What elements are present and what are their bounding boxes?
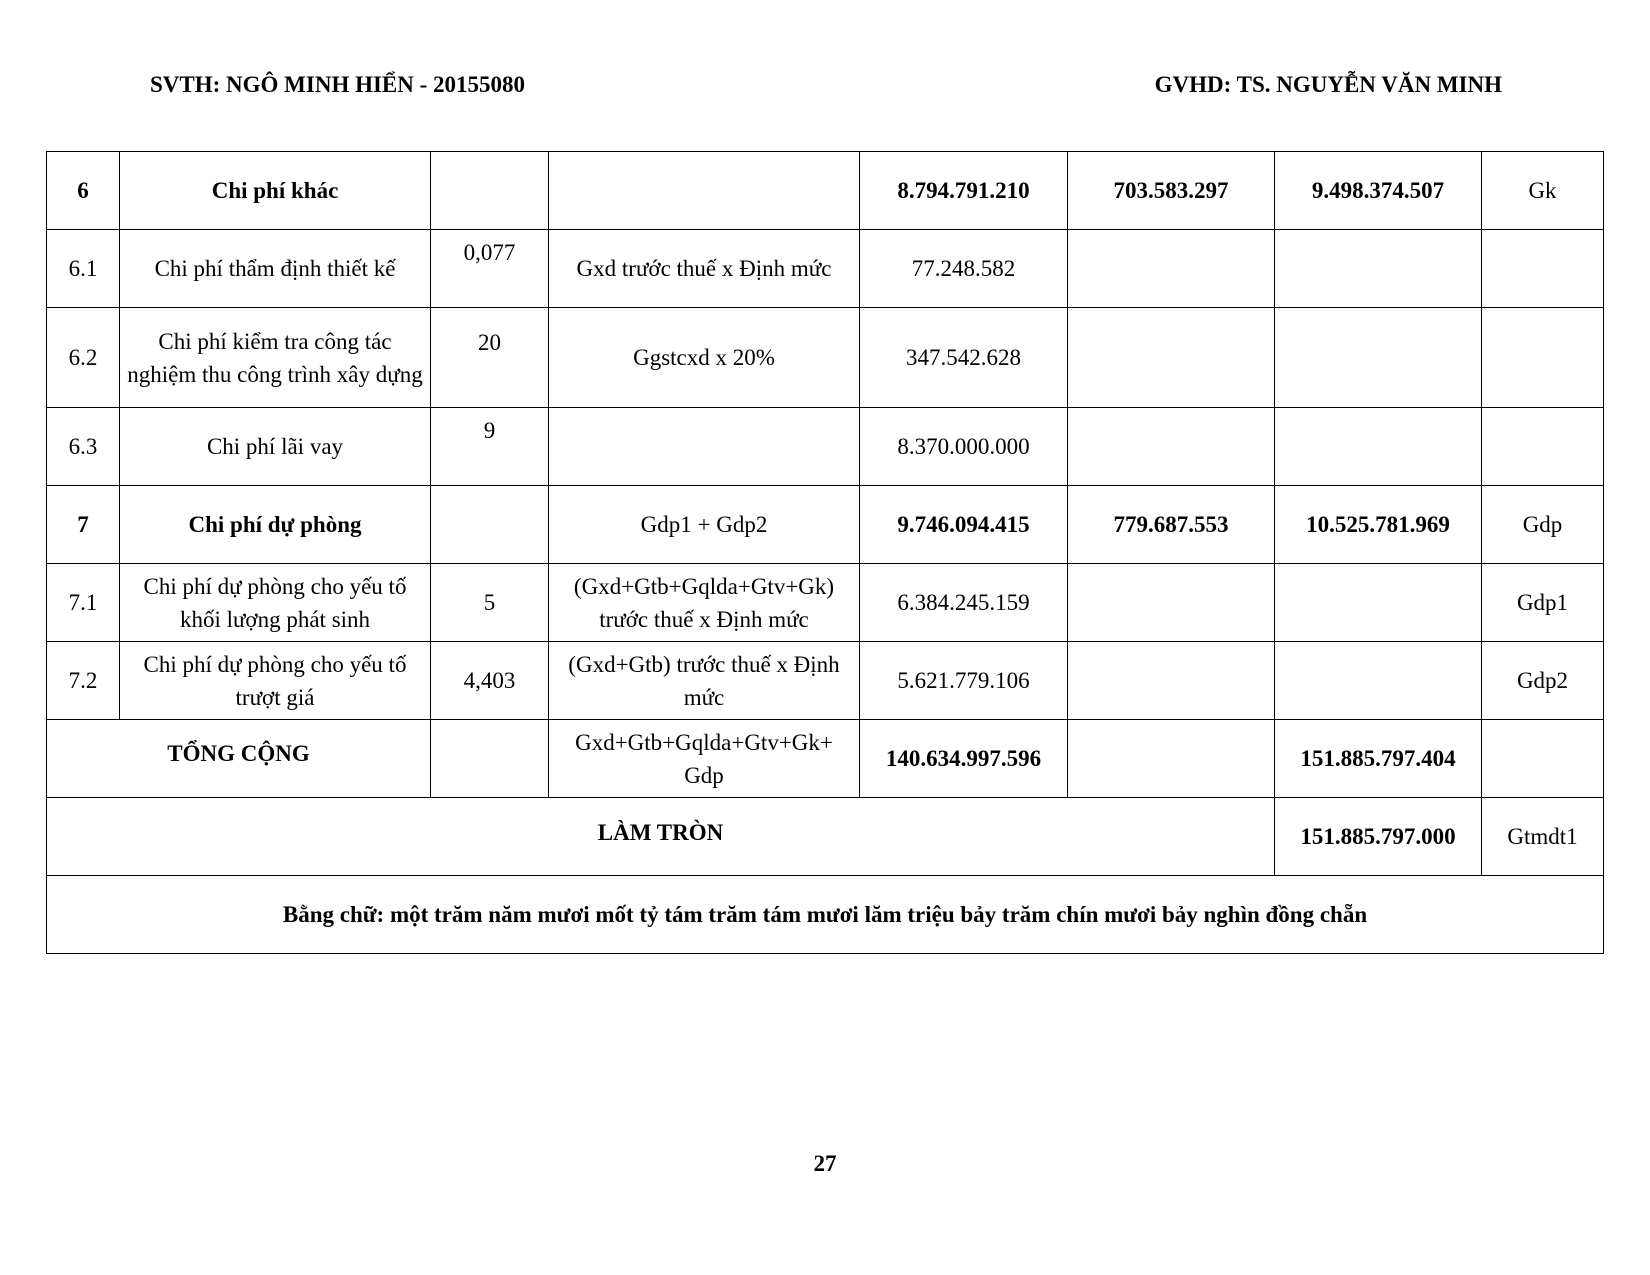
row-rate: 20 bbox=[431, 308, 549, 408]
row-name: Chi phí dự phòng cho yếu tố khối lượng phát sinh bbox=[120, 564, 431, 642]
row-symbol: Gdp bbox=[1482, 486, 1604, 564]
row-after-tax bbox=[1275, 230, 1482, 308]
total-formula: Gxd+Gtb+Gqlda+Gtv+Gk+ Gdp bbox=[549, 720, 860, 798]
row-formula: Gxd trước thuế x Định mức bbox=[549, 230, 860, 308]
row-after-tax bbox=[1275, 642, 1482, 720]
table-row bbox=[47, 152, 1604, 230]
row-after-tax bbox=[1275, 408, 1482, 486]
row-formula: (Gxd+Gtb) trước thuế x Định mức bbox=[549, 642, 860, 720]
row-name: Chi phí lãi vay bbox=[120, 408, 431, 486]
row-symbol: Gdp2 bbox=[1482, 642, 1604, 720]
page-number: 27 bbox=[813, 1151, 837, 1176]
row-before-tax: 6.384.245.159 bbox=[860, 564, 1068, 642]
row-stt: 7.1 bbox=[47, 564, 120, 642]
row-after-tax bbox=[1275, 308, 1482, 408]
row-vat bbox=[1068, 642, 1275, 720]
table-row bbox=[47, 230, 1604, 308]
row-formula: (Gxd+Gtb+Gqlda+Gtv+Gk) trước thuế x Định mức bbox=[549, 564, 860, 642]
student-header: SVTH: NGÔ MINH HIỂN - 20155080 bbox=[150, 72, 526, 97]
total-symbol bbox=[1482, 720, 1604, 798]
row-vat bbox=[1068, 564, 1275, 642]
row-vat bbox=[1068, 230, 1275, 308]
table-row bbox=[47, 642, 1604, 720]
row-rate bbox=[431, 486, 549, 564]
row-rate bbox=[431, 152, 549, 230]
row-symbol: Gk bbox=[1482, 152, 1604, 230]
rounded-label: LÀM TRÒN bbox=[47, 798, 1275, 876]
total-before-tax: 140.634.997.596 bbox=[860, 720, 1068, 798]
row-symbol bbox=[1482, 308, 1604, 408]
row-name: Chi phí kiểm tra công tác nghiệm thu công trình xây dựng bbox=[120, 308, 431, 408]
row-before-tax: 77.248.582 bbox=[860, 230, 1068, 308]
row-formula bbox=[549, 152, 860, 230]
total-label: TỔNG CỘNG bbox=[47, 720, 431, 798]
rounded-row bbox=[47, 798, 1604, 876]
row-vat: 779.687.553 bbox=[1068, 486, 1275, 564]
supervisor-header: GVHD: TS. NGUYỄN VĂN MINH bbox=[1154, 72, 1502, 97]
row-name: Chi phí dự phòng bbox=[120, 486, 431, 564]
row-rate: 5 bbox=[431, 564, 549, 642]
row-rate: 4,403 bbox=[431, 642, 549, 720]
row-symbol: Gdp1 bbox=[1482, 564, 1604, 642]
total-after-tax: 151.885.797.404 bbox=[1275, 720, 1482, 798]
row-before-tax: 8.794.791.210 bbox=[860, 152, 1068, 230]
row-formula: Ggstcxd x 20% bbox=[549, 308, 860, 408]
row-name: Chi phí dự phòng cho yếu tố trượt giá bbox=[120, 642, 431, 720]
row-stt: 6.2 bbox=[47, 308, 120, 408]
row-name: Chi phí khác bbox=[120, 152, 431, 230]
row-vat: 703.583.297 bbox=[1068, 152, 1275, 230]
total-rate bbox=[431, 720, 549, 798]
row-rate: 0,077 bbox=[431, 230, 549, 308]
total-row bbox=[47, 720, 1604, 798]
row-before-tax: 9.746.094.415 bbox=[860, 486, 1068, 564]
row-before-tax: 5.621.779.106 bbox=[860, 642, 1068, 720]
row-stt: 7 bbox=[47, 486, 120, 564]
rounded-value: 151.885.797.000 bbox=[1275, 798, 1482, 876]
row-after-tax: 10.525.781.969 bbox=[1275, 486, 1482, 564]
row-vat bbox=[1068, 408, 1275, 486]
row-formula bbox=[549, 408, 860, 486]
row-before-tax: 347.542.628 bbox=[860, 308, 1068, 408]
rounded-symbol: Gtmdt1 bbox=[1482, 798, 1604, 876]
row-before-tax: 8.370.000.000 bbox=[860, 408, 1068, 486]
row-stt: 7.2 bbox=[47, 642, 120, 720]
row-rate: 9 bbox=[431, 408, 549, 486]
row-after-tax bbox=[1275, 564, 1482, 642]
cost-table bbox=[46, 151, 1604, 954]
total-vat bbox=[1068, 720, 1275, 798]
table-row bbox=[47, 564, 1604, 642]
row-symbol bbox=[1482, 230, 1604, 308]
table-row bbox=[47, 408, 1604, 486]
row-symbol bbox=[1482, 408, 1604, 486]
row-name: Chi phí thẩm định thiết kế bbox=[120, 230, 431, 308]
row-stt: 6.1 bbox=[47, 230, 120, 308]
amount-in-words: Bằng chữ: một trăm năm mươi mốt tỷ tám trăm tám mươi lăm triệu bảy trăm chín mươi bảy nghìn đồng chẵn bbox=[47, 876, 1604, 954]
row-stt: 6 bbox=[47, 152, 120, 230]
row-formula: Gdp1 + Gdp2 bbox=[549, 486, 860, 564]
row-vat bbox=[1068, 308, 1275, 408]
row-after-tax: 9.498.374.507 bbox=[1275, 152, 1482, 230]
row-stt: 6.3 bbox=[47, 408, 120, 486]
table-row bbox=[47, 486, 1604, 564]
in-words-row bbox=[47, 876, 1604, 954]
table-row bbox=[47, 308, 1604, 408]
